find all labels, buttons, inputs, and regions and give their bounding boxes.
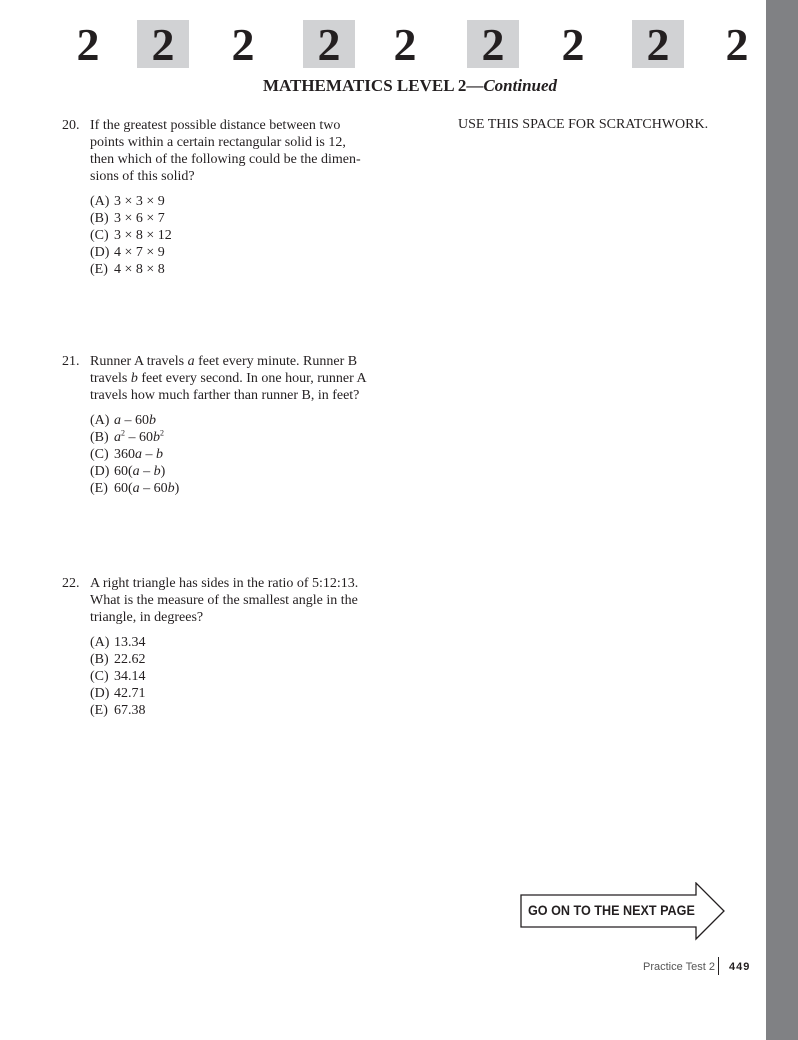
question-stem: [90, 353, 402, 404]
answer-choice[interactable]: [90, 446, 402, 463]
choice-label: (C): [90, 447, 109, 462]
question-21: [62, 353, 402, 497]
stem-line: triangle, in degrees?: [90, 610, 204, 625]
answer-choices: [90, 634, 402, 719]
choice-label: (B): [90, 430, 109, 445]
stem-line: Runner A travels a feet every minute. Runner B: [90, 354, 358, 369]
answer-choice[interactable]: [90, 429, 402, 446]
choice-label: (E): [90, 262, 108, 277]
choice-label: (A): [90, 194, 110, 209]
stem-line: points within a certain rectangular solid is 12,: [90, 135, 346, 150]
section-digit: 2: [76, 19, 100, 70]
choice-label: (E): [90, 481, 108, 496]
choice-text: 34.14: [114, 669, 146, 684]
page-edge-tab: [766, 0, 798, 1040]
answer-choice[interactable]: [90, 412, 402, 429]
choice-label: (D): [90, 686, 110, 701]
answer-choice[interactable]: [90, 193, 402, 210]
choice-text: 13.34: [114, 635, 146, 650]
section-digit: 2: [231, 19, 255, 70]
choice-label: (D): [90, 245, 110, 260]
choice-text: 67.38: [114, 703, 146, 718]
choice-text: 3 × 3 × 9: [114, 194, 165, 209]
answer-choice[interactable]: [90, 261, 402, 278]
choice-text: 60(a – b): [114, 464, 166, 479]
title-main: MATHEMATICS LEVEL 2—: [262, 76, 484, 95]
page-number: 449: [729, 961, 751, 973]
footer-section: Practice Test 2: [643, 961, 715, 973]
choice-label: (E): [90, 703, 108, 718]
section-digit: 2: [632, 20, 684, 68]
question-number: 21.: [62, 354, 80, 369]
choice-text: 42.71: [114, 686, 146, 701]
choice-text: 3 × 6 × 7: [114, 211, 165, 226]
section-digit: 2: [303, 20, 355, 68]
choice-text: 360a – b: [114, 447, 163, 462]
choice-label: (A): [90, 635, 110, 650]
answer-choices: [90, 412, 402, 497]
scratchwork-label: USE THIS SPACE FOR SCRATCHWORK.: [458, 117, 709, 132]
answer-choice[interactable]: [90, 244, 402, 261]
answer-choices: [90, 193, 402, 278]
stem-line: What is the measure of the smallest angle in the: [90, 593, 358, 608]
title-continued: Continued: [483, 76, 558, 95]
answer-choice[interactable]: [90, 480, 402, 497]
choice-text: 3 × 8 × 12: [114, 228, 172, 243]
footer-divider: [718, 957, 719, 975]
answer-choice[interactable]: [90, 685, 402, 702]
question-20: [62, 117, 402, 278]
choice-text: a – 60b: [114, 413, 156, 428]
question-stem: [90, 117, 402, 185]
answer-choice[interactable]: [90, 634, 402, 651]
stem-line: If the greatest possible distance between two: [90, 118, 341, 133]
choice-label: (B): [90, 211, 109, 226]
question-stem: [90, 575, 402, 626]
answer-choice[interactable]: [90, 210, 402, 227]
answer-choice[interactable]: [90, 463, 402, 480]
choice-label: (D): [90, 464, 110, 479]
choice-text: 4 × 7 × 9: [114, 245, 165, 260]
section-digit: 2: [393, 19, 417, 70]
stem-line: sions of this solid?: [90, 169, 195, 184]
choice-label: (C): [90, 669, 109, 684]
choice-text: 22.62: [114, 652, 146, 667]
question-number: 20.: [62, 118, 80, 133]
section-digit: 2: [467, 20, 519, 68]
page-title: [0, 76, 798, 96]
stem-line: A right triangle has sides in the ratio of 5:12:13.: [90, 576, 359, 591]
section-digit: 2: [561, 19, 585, 70]
answer-choice[interactable]: [90, 227, 402, 244]
choice-label: (B): [90, 652, 109, 667]
answer-choice[interactable]: [90, 651, 402, 668]
stem-line: travels b feet every second. In one hour, runner A: [90, 371, 367, 386]
section-digit: 2: [137, 20, 189, 68]
answer-choice[interactable]: [90, 702, 402, 719]
choice-text: 4 × 8 × 8: [114, 262, 165, 277]
answer-choice[interactable]: [90, 668, 402, 685]
section-digit: 2: [725, 19, 749, 70]
choice-label: (C): [90, 228, 109, 243]
question-22: [62, 575, 402, 719]
choice-text: 60(a – 60b): [114, 481, 180, 496]
next-page-label: GO ON TO THE NEXT PAGE: [528, 902, 695, 918]
choice-text: $a^2 - 60b^2$: [114, 428, 164, 445]
stem-line: travels how much farther than runner B, in feet?: [90, 388, 360, 403]
choice-label: (A): [90, 413, 110, 428]
question-number: 22.: [62, 576, 80, 591]
stem-line: then which of the following could be the dimen-: [90, 152, 361, 167]
